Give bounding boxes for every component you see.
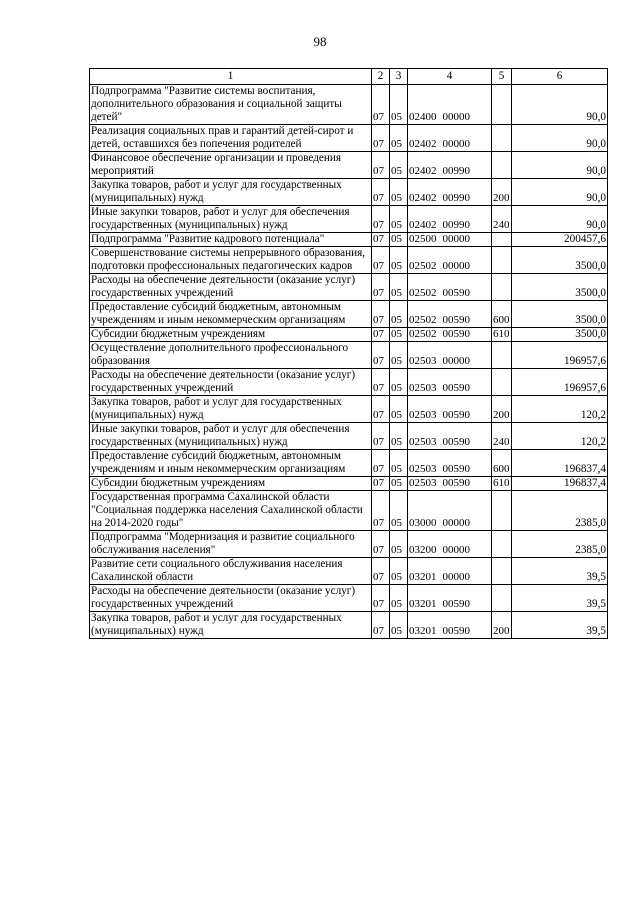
row-expense-type [492,274,512,301]
row-amount: 120,2 [512,423,608,450]
row-expense-type [492,247,512,274]
header-col-4: 4 [408,69,492,85]
row-amount: 39,5 [512,558,608,585]
row-expense-type [492,558,512,585]
row-subsection: 05 [390,612,408,639]
target-article-part-b: 00000 [442,544,470,556]
row-subsection: 05 [390,585,408,612]
target-article-part-a: 02402 [409,138,437,150]
target-article-part-a: 02503 [409,463,437,475]
target-article-part-a: 02503 [409,436,437,448]
table-row [90,152,608,179]
row-name: Совершенствование системы непрерывного образования, подготовки профессиональных педагогических кадров [90,247,372,274]
table-row [90,531,608,558]
row-section: 07 [372,585,390,612]
row-subsection: 05 [390,179,408,206]
row-target-article [408,85,492,125]
row-expense-type: 240 [492,423,512,450]
target-article-part-a: 03201 [409,598,437,610]
target-article-part-b: 00590 [442,287,470,299]
row-section: 07 [372,612,390,639]
row-subsection: 05 [390,301,408,328]
row-target-article [408,585,492,612]
row-amount: 196957,6 [512,342,608,369]
row-subsection: 05 [390,531,408,558]
row-name: Закупка товаров, работ и услуг для государственных (муниципальных) нужд [90,396,372,423]
table-row [90,125,608,152]
row-expense-type: 200 [492,612,512,639]
row-section: 07 [372,531,390,558]
row-section: 07 [372,328,390,342]
row-target-article [408,450,492,477]
table-row [90,585,608,612]
table-row [90,477,608,491]
row-name: Расходы на обеспечение деятельности (оказание услуг) государственных учреждений [90,274,372,301]
row-section: 07 [372,491,390,531]
table-row [90,247,608,274]
table-row [90,233,608,247]
row-expense-type: 600 [492,301,512,328]
header-col-2: 2 [372,69,390,85]
row-name: Закупка товаров, работ и услуг для государственных (муниципальных) нужд [90,179,372,206]
row-expense-type [492,342,512,369]
row-target-article [408,274,492,301]
table-row [90,423,608,450]
row-name: Субсидии бюджетным учреждениям [90,328,372,342]
row-target-article [408,423,492,450]
target-article-part-a: 03000 [409,517,437,529]
table-row [90,450,608,477]
table-row [90,301,608,328]
target-article-part-b: 00990 [442,165,470,177]
row-expense-type: 600 [492,450,512,477]
target-article-part-b: 00000 [442,355,470,367]
target-article-part-b: 00590 [442,436,470,448]
row-target-article [408,491,492,531]
target-article-part-a: 02400 [409,111,437,123]
row-expense-type: 610 [493,328,510,340]
row-subsection: 05 [390,558,408,585]
row-name: Реализация социальных прав и гарантий детей-сирот и детей, оставшихся без попечения родителей [90,125,372,152]
row-section: 07 [372,301,390,328]
row-name: Предоставление субсидий бюджетным, автономным учреждениям и иным некоммерческим организациям [90,450,372,477]
target-article-part-b: 00000 [442,111,470,123]
row-name: Иные закупки товаров, работ и услуг для обеспечения государственных (муниципальных) нужд [90,423,372,450]
target-article-part-b: 00000 [442,138,470,150]
row-target-article [408,179,492,206]
row-amount: 39,5 [512,612,608,639]
target-article-part-a: 02402 [409,219,437,231]
target-article-part-b: 00990 [442,192,470,204]
row-amount: 90,0 [512,152,608,179]
row-target-article [408,477,492,491]
target-article-part-a: 02402 [409,165,437,177]
row-expense-type: 200 [492,179,512,206]
target-article-part-a: 02503 [409,355,437,367]
target-article-part-b: 00990 [442,219,470,231]
row-section: 07 [372,369,390,396]
row-subsection: 05 [390,396,408,423]
row-amount: 90,0 [512,125,608,152]
target-article-part-b: 00590 [442,382,470,394]
row-expense-type [492,233,512,247]
row-name: Закупка товаров, работ и услуг для государственных (муниципальных) нужд [90,612,372,639]
table-body [90,85,608,639]
row-target-article [408,152,492,179]
row-name: Подпрограмма "Развитие системы воспитания, дополнительного образования и социальной защиты детей" [90,85,372,125]
target-article-part-b: 00590 [442,463,470,475]
row-amount: 196837,4 [512,450,608,477]
row-subsection: 05 [390,491,408,531]
row-subsection: 05 [390,328,408,342]
row-subsection: 05 [390,423,408,450]
row-name: Подпрограмма "Развитие кадрового потенциала" [90,233,372,247]
row-expense-type [492,152,512,179]
row-expense-type: 200 [492,396,512,423]
target-article-part-b: 00590 [442,409,470,421]
table-row [90,612,608,639]
row-expense-type [492,531,512,558]
row-name: Осуществление дополнительного профессионального образования [90,342,372,369]
row-expense-type: 240 [492,206,512,233]
row-amount: 3500,0 [512,247,608,274]
row-amount: 3500,0 [512,301,608,328]
row-name: Субсидии бюджетным учреждениям [90,477,372,491]
target-article-part-a: 02502 [409,260,437,272]
row-name: Иные закупки товаров, работ и услуг для обеспечения государственных (муниципальных) нужд [90,206,372,233]
row-amount: 196837,4 [512,477,608,491]
target-article-part-a: 02503 [409,409,437,421]
target-article-part-a: 02503 [409,477,437,489]
row-expense-type [492,85,512,125]
budget-table [89,68,608,639]
target-article-part-a: 03200 [409,544,437,556]
row-subsection: 05 [390,477,408,491]
row-subsection: 05 [390,233,408,247]
row-name: Расходы на обеспечение деятельности (оказание услуг) государственных учреждений [90,369,372,396]
table-row [90,369,608,396]
row-name: Государственная программа Сахалинской области "Социальная поддержка населения Сахалинской области на 2014-2020 годы" [90,491,372,531]
row-expense-type [492,491,512,531]
row-section: 07 [372,85,390,125]
row-amount: 90,0 [512,206,608,233]
target-article-part-b: 00000 [442,517,470,529]
row-section: 07 [372,179,390,206]
row-subsection: 05 [390,450,408,477]
table-row [90,558,608,585]
table-row [90,328,608,342]
row-subsection: 05 [390,369,408,396]
row-target-article [408,125,492,152]
header-col-5: 5 [492,69,512,85]
row-section: 07 [372,558,390,585]
row-subsection: 05 [390,125,408,152]
target-article-part-b: 00000 [442,260,470,272]
row-amount: 120,2 [512,396,608,423]
row-amount: 200457,6 [512,233,608,247]
row-expense-type [492,369,512,396]
row-section: 07 [372,423,390,450]
row-amount: 3500,0 [512,328,608,342]
row-subsection: 05 [390,206,408,233]
target-article-part-a: 02502 [409,287,437,299]
row-section: 07 [372,342,390,369]
page-number: 98 [313,34,327,49]
row-subsection: 05 [390,342,408,369]
row-name: Развитие сети социального обслуживания населения Сахалинской области [90,558,372,585]
row-target-article [408,612,492,639]
row-section: 07 [372,477,390,491]
row-subsection: 05 [390,247,408,274]
row-subsection: 05 [390,152,408,179]
row-name: Финансовое обеспечение организации и проведения мероприятий [90,152,372,179]
row-section: 07 [372,396,390,423]
target-article-part-b: 00590 [442,328,470,340]
row-target-article [408,396,492,423]
row-section: 07 [372,247,390,274]
row-amount: 90,0 [512,85,608,125]
target-article-part-b: 00000 [442,233,470,245]
row-target-article [408,328,492,342]
header-col-3: 3 [390,69,408,85]
target-article-part-b: 00590 [442,598,470,610]
row-expense-type: 610 [493,477,510,489]
table-row [90,396,608,423]
row-amount: 2385,0 [512,491,608,531]
target-article-part-b: 00590 [442,625,470,637]
target-article-part-b: 00590 [442,314,470,326]
row-section: 07 [372,125,390,152]
table-row [90,206,608,233]
row-section: 07 [372,274,390,301]
target-article-part-b: 00000 [442,571,470,583]
row-section: 07 [372,233,390,247]
row-target-article [408,233,492,247]
table-row [90,179,608,206]
table-row [90,274,608,301]
header-col-1: 1 [90,69,372,85]
table-row [90,342,608,369]
row-target-article [408,369,492,396]
row-name: Предоставление субсидий бюджетным, автономным учреждениям и иным некоммерческим организациям [90,301,372,328]
row-amount: 90,0 [512,179,608,206]
row-subsection: 05 [390,85,408,125]
row-subsection: 05 [390,274,408,301]
target-article-part-a: 02502 [409,314,437,326]
row-amount: 39,5 [512,585,608,612]
target-article-part-a: 03201 [409,571,437,583]
header-col-6: 6 [512,69,608,85]
target-article-part-a: 03201 [409,625,437,637]
row-amount: 196957,6 [512,369,608,396]
row-amount: 2385,0 [512,531,608,558]
row-target-article [408,206,492,233]
table-row [90,85,608,125]
row-name: Подпрограмма "Модернизация и развитие социального обслуживания населения" [90,531,372,558]
row-target-article [408,558,492,585]
row-expense-type [492,125,512,152]
target-article-part-a: 02503 [409,382,437,394]
row-section: 07 [372,450,390,477]
target-article-part-a: 02402 [409,192,437,204]
target-article-part-a: 02500 [409,233,437,245]
row-target-article [408,301,492,328]
row-target-article [408,247,492,274]
table-row [90,491,608,531]
header-row [90,69,608,85]
row-target-article [408,531,492,558]
row-name: Расходы на обеспечение деятельности (оказание услуг) государственных учреждений [90,585,372,612]
row-expense-type [492,585,512,612]
row-section: 07 [372,206,390,233]
row-target-article [408,342,492,369]
row-section: 07 [372,152,390,179]
target-article-part-b: 00590 [442,477,470,489]
row-amount: 3500,0 [512,274,608,301]
target-article-part-a: 02502 [409,328,437,340]
